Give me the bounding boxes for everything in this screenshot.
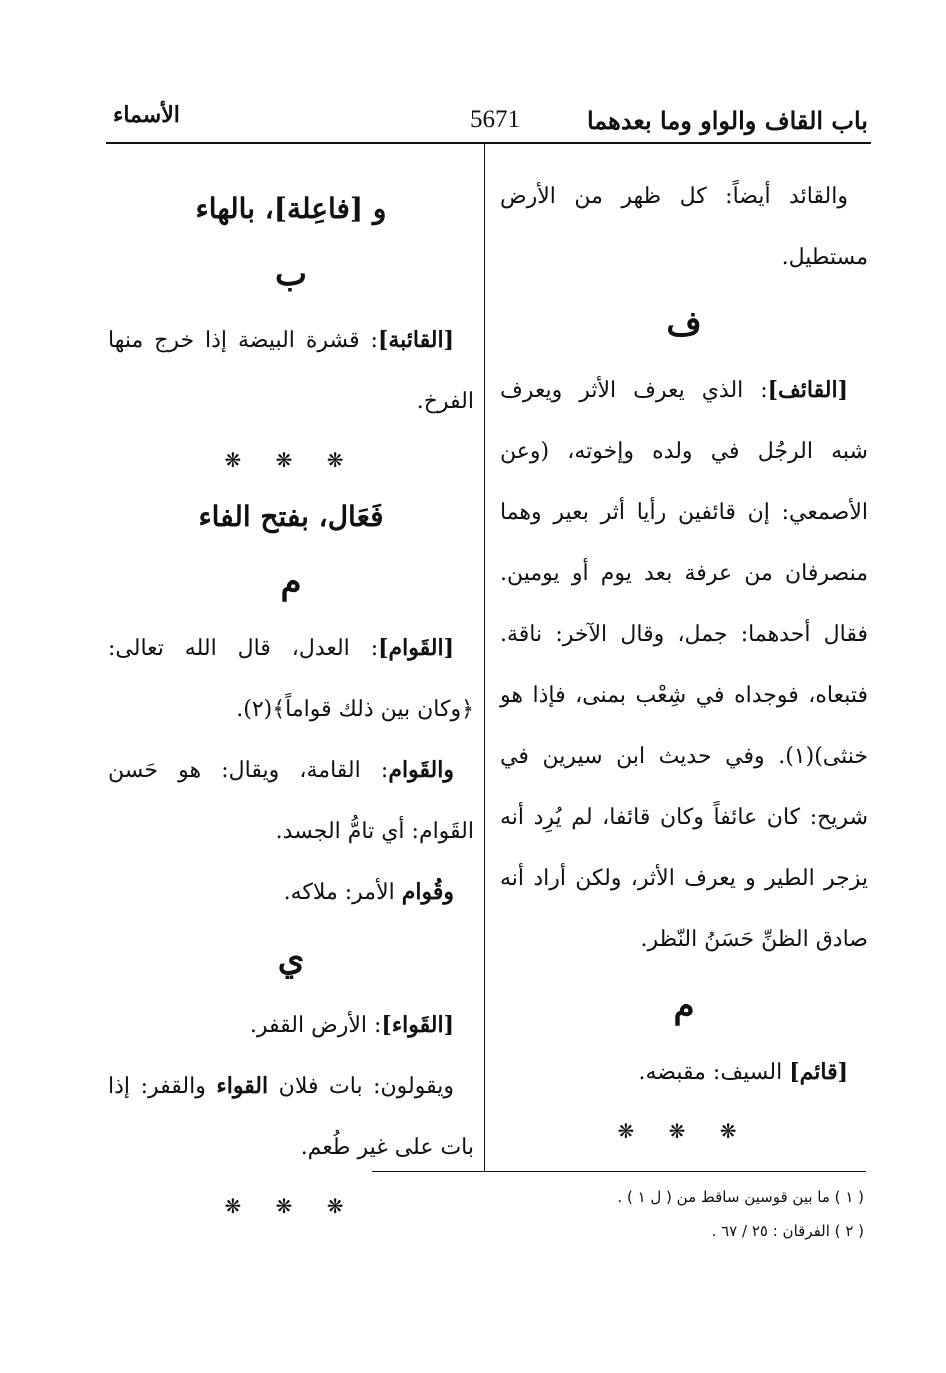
headword: [القائف] (767, 377, 848, 403)
section-separator: ❋ ❋ ❋ (224, 1194, 358, 1218)
entry-text: : القامة، ويقال: هو حَسن القَوام: أي تامُّ الجسد. (108, 758, 474, 844)
entry-qaim (500, 1042, 868, 1103)
entry-qawa (108, 995, 474, 1056)
section-title: الأسماء (113, 102, 180, 128)
entry-text: ويقولون: بات فلان (268, 1074, 454, 1099)
entry-qawa-usage (108, 1056, 474, 1178)
section-separator: ❋ ❋ ❋ (224, 448, 358, 472)
entry-qaiba (108, 310, 474, 432)
letter-heading-ba: ب (274, 254, 307, 294)
entry-text: السيف: مقبضه. (638, 1060, 790, 1085)
entry-text: : الذي يعرف الأثر ويعرف شبه الرجُل في ولده وإخوته، (وعن الأصمعي: إن قائفين رأيا أثر بعير وهما منصرفان من عرفة بعد يوم أو يومين. فقال أحدهما: جمل، وقال الآخر: ناقة. فتبعاه، فوجداه في شِعْب بمنى، فإذا هو خنثى)(١). وفي حديث ابن سيرين في شريح: كان عائفاً وكان قائفا، لم يُرِد أنه يزجر الطير و يعرف الأثر، ولكن أراد أنه صادق الظنِّ حَسَنُ النّظر. (500, 378, 868, 952)
headword: القواء (216, 1073, 269, 1099)
column-divider (484, 144, 485, 1172)
section-heading: و [فاعِلة]، بالهاء (195, 192, 387, 225)
letter-heading-ya: ي (277, 939, 305, 979)
headword: والقَوام (388, 757, 454, 783)
footnote-rule (372, 1171, 866, 1172)
letter-heading-mim: م (280, 562, 302, 602)
headword: [القَواء] (381, 1012, 454, 1038)
entry-qawam-2 (108, 740, 474, 862)
entry-quwam (108, 862, 474, 923)
entry-qaid: والقائد أيضاً: كل ظهر من الأرض مستطيل. (500, 184, 868, 270)
entry-text: : قشرة البيضة إذا خرج منها الفرخ. (108, 328, 474, 414)
entry-qawam (108, 618, 474, 740)
right-column (500, 166, 868, 1159)
headword: [القَوام] (378, 635, 454, 661)
header-rule (106, 142, 871, 144)
page-number: 5671 (470, 106, 520, 133)
entry-text: : الأرض القفر. (249, 1013, 382, 1038)
footnote-1: ( ١ ) ما بين قوسين ساقط من ( ل ١ ) . (617, 1188, 864, 1206)
footnote-2: ( ٢ ) الفرقان : ٢٥ / ٦٧ . (711, 1222, 864, 1240)
page-header (0, 100, 946, 144)
letter-heading-fa: ف (666, 304, 702, 344)
headword: [قائم] (789, 1059, 848, 1085)
entry-text: الأمر: ملاكه. (283, 880, 402, 905)
entry-text: : العدل، قال الله تعالى: ﴿وكان بين ذلك قواماً﴾(٢). (108, 636, 474, 722)
entry-text: والقفر: إذا بات على غير طُعم. (108, 1074, 474, 1160)
headword: [القائبة] (377, 327, 454, 353)
section-heading: فَعَال، بفتح الفاء (198, 500, 384, 533)
left-column (108, 180, 474, 1234)
chapter-title: باب القاف والواو وما بعدهما (586, 106, 868, 135)
section-separator: ❋ ❋ ❋ (617, 1119, 751, 1143)
entry-qaif (500, 360, 868, 970)
headword: وقُوام (401, 879, 454, 905)
letter-heading-mim: م (673, 986, 695, 1026)
